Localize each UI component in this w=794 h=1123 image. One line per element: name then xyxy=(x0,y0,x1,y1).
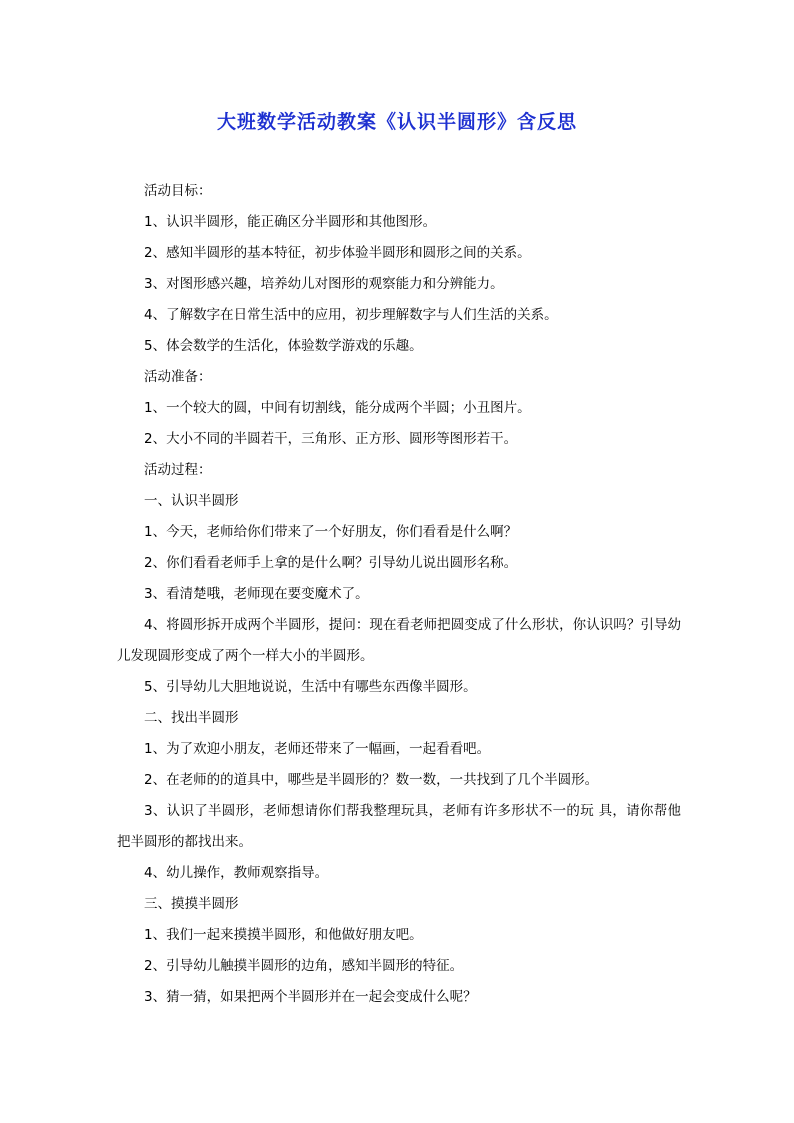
document-body xyxy=(117,176,681,1013)
paragraph: 2、感知半圆形的基本特征，初步体验半圆形和圆形之间的关系。 xyxy=(144,245,531,261)
paragraph: 4、幼儿操作，教师观察指导。 xyxy=(144,865,329,881)
subsection-heading: 一、认识半圆形 xyxy=(144,493,239,509)
paragraph: 5、引导幼儿大胆地说说，生活中有哪些东西像半圆形。 xyxy=(144,679,477,695)
paragraph: 2、大小不同的半圆若干，三角形、正方形、圆形等图形若干。 xyxy=(144,431,518,447)
paragraph: 4、了解数字在日常生活中的应用，初步理解数字与人们生活的关系。 xyxy=(144,307,558,323)
paragraph: 1、一个较大的圆，中间有切割线，能分成两个半圆；小丑图片。 xyxy=(144,400,531,416)
paragraph: 5、体会数学的生活化，体验数学游戏的乐趣。 xyxy=(144,338,423,354)
document-title: 大班数学活动教案《认识半圆形》含反思 xyxy=(216,111,577,133)
paragraph: 3、认识了半圆形，老师想请你们帮我整理玩具，老师有许多形状不一的玩 具，请你帮他把半圆形的都找出来。 xyxy=(117,803,681,850)
paragraph: 3、对图形感兴趣，培养幼儿对图形的观察能力和分辨能力。 xyxy=(144,276,504,292)
section-heading-preparation: 活动准备： xyxy=(144,369,212,385)
paragraph: 1、今天，老师给你们带来了一个好朋友，你们看看是什么啊？ xyxy=(144,524,518,540)
paragraph: 1、认识半圆形，能正确区分半圆形和其他图形。 xyxy=(144,214,437,230)
paragraph: 4、将圆形拆开成两个半圆形，提问：现在看老师把圆变成了什么形状，你认识吗？引导幼儿发现圆形变成了两个一样大小的半圆形。 xyxy=(117,617,681,664)
paragraph: 2、引导幼儿触摸半圆形的边角，感知半圆形的特征。 xyxy=(144,958,464,974)
paragraph: 3、看清楚哦，老师现在要变魔术了。 xyxy=(144,586,369,602)
paragraph: 2、你们看看老师手上拿的是什么啊？引导幼儿说出圆形名称。 xyxy=(144,555,518,571)
paragraph: 3、猜一猜，如果把两个半圆形并在一起会变成什么呢？ xyxy=(144,989,477,1005)
subsection-heading: 三、摸摸半圆形 xyxy=(144,896,239,912)
paragraph: 1、为了欢迎小朋友，老师还带来了一幅画，一起看看吧。 xyxy=(144,741,491,757)
paragraph: 1、我们一起来摸摸半圆形，和他做好朋友吧。 xyxy=(144,927,423,943)
paragraph: 2、在老师的的道具中，哪些是半圆形的？数一数，一共找到了几个半圆形。 xyxy=(144,772,599,788)
section-heading-goals: 活动目标： xyxy=(144,183,212,199)
subsection-heading: 二、找出半圆形 xyxy=(144,710,239,726)
section-heading-process: 活动过程： xyxy=(144,462,212,478)
